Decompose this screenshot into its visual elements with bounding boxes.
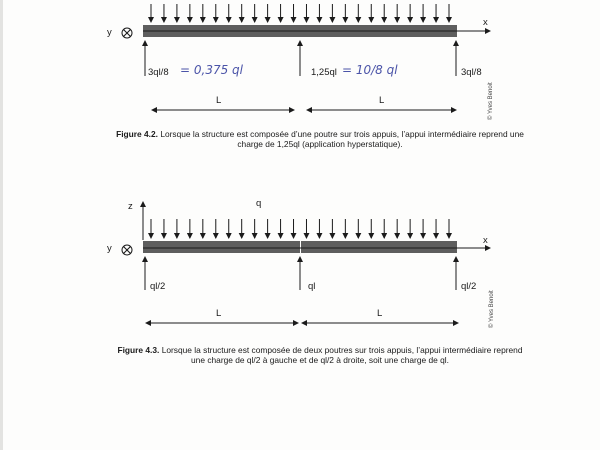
reaction-left-label: 3ql/8 <box>148 67 169 78</box>
span-label-right: L <box>377 308 383 319</box>
span-label-left: L <box>216 308 222 319</box>
copyright-note: © Yves Benoit <box>489 290 495 328</box>
y-axis-label: y <box>107 27 112 38</box>
distributed-load-arrows <box>151 219 449 238</box>
beam-right <box>301 241 457 253</box>
reaction-mid-label: ql <box>308 281 316 292</box>
figure-4-3-caption <box>110 345 530 365</box>
caption-text: Lorsque la structure est composée d’une poutre sur trois appuis, l’appui intermédiaire reprend une charge de 1,25ql (application hyperstatique). <box>160 129 524 149</box>
figure-4-3-diagram <box>0 190 600 370</box>
reaction-mid-label: 1,25ql <box>311 67 337 78</box>
caption-number: Figure 4.2. <box>116 129 158 139</box>
span-label-right: L <box>379 95 385 106</box>
handwritten-note-left: = 0,375 ql <box>180 63 243 77</box>
caption-text: Lorsque la structure est composée de deux poutres sur trois appuis, l’appui intermédiaire reprend une charge de ql/2 à gauche et de ql/2 à droite, soit une charge de ql. <box>161 345 523 365</box>
y-axis-label: y <box>107 243 112 254</box>
reaction-right-label: 3ql/8 <box>461 67 482 78</box>
x-axis-label: x <box>483 17 488 28</box>
x-axis-label: x <box>483 235 488 246</box>
caption-number: Figure 4.3. <box>117 345 160 355</box>
z-axis-label: z <box>128 201 133 212</box>
distributed-load-arrows <box>148 0 452 22</box>
handwritten-note-mid: = 10/8 ql <box>342 63 398 77</box>
reaction-left-label: ql/2 <box>150 281 166 292</box>
copyright-note: © Yves Benoit <box>488 82 494 120</box>
load-intensity-label: q <box>256 198 262 209</box>
figure-4-2 <box>0 0 600 160</box>
figure-4-3 <box>0 190 600 370</box>
reaction-right-label: ql/2 <box>461 281 477 292</box>
beam-left <box>143 241 300 253</box>
span-label-left: L <box>216 95 222 106</box>
figure-4-2-caption <box>110 129 530 149</box>
